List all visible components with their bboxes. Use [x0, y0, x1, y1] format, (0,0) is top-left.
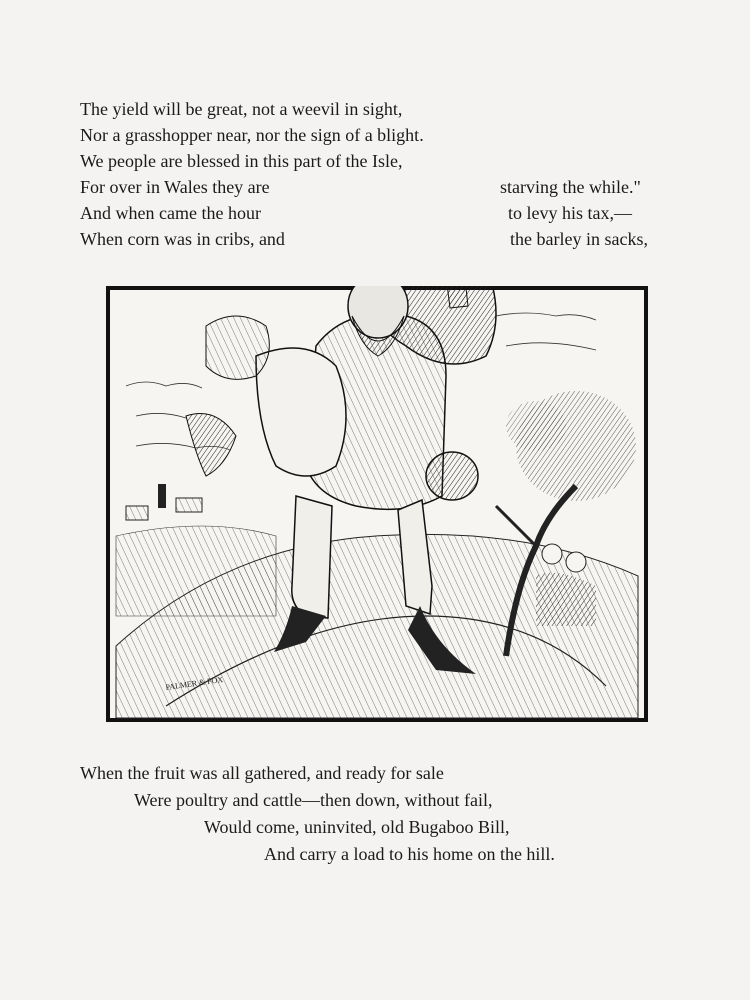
verse-line-text: And carry a load to his home on the hill.	[264, 844, 555, 864]
verse-line	[80, 760, 700, 787]
verse-line-left: When corn was in cribs, and	[80, 229, 285, 249]
verse-line-left: For over in Wales they are	[80, 177, 270, 197]
illustration	[106, 286, 648, 722]
verse-line-right: the barley in sacks,	[510, 229, 648, 249]
verse-line	[80, 174, 680, 200]
engraver-signature: PALMER & FOX	[165, 675, 224, 692]
verse-line	[80, 148, 680, 174]
verse-line-text: We people are blessed in this part of the Isle,	[80, 151, 403, 171]
verse-top	[80, 96, 680, 252]
verse-line-text: The yield will be great, not a weevil in sight,	[80, 99, 403, 119]
verse-line-text: Nor a grasshopper near, nor the sign of a blight.	[80, 125, 424, 145]
verse-line-text: When the fruit was all gathered, and ready for sale	[80, 763, 444, 783]
verse-line-text: Were poultry and cattle—then down, without fail,	[134, 790, 493, 810]
verse-line	[80, 96, 680, 122]
verse-bottom	[80, 760, 700, 868]
verse-line	[80, 841, 700, 868]
illustration-drawing	[106, 286, 648, 722]
verse-line	[80, 814, 700, 841]
verse-line-left: And when came the hour	[80, 203, 261, 223]
verse-line-right: starving the while."	[500, 177, 641, 197]
verse-line-text: Would come, uninvited, old Bugaboo Bill,	[204, 817, 510, 837]
verse-line-right: to levy his tax,—	[508, 203, 632, 223]
verse-line	[80, 787, 700, 814]
verse-line	[80, 226, 680, 252]
verse-line	[80, 200, 680, 226]
verse-line	[80, 122, 680, 148]
